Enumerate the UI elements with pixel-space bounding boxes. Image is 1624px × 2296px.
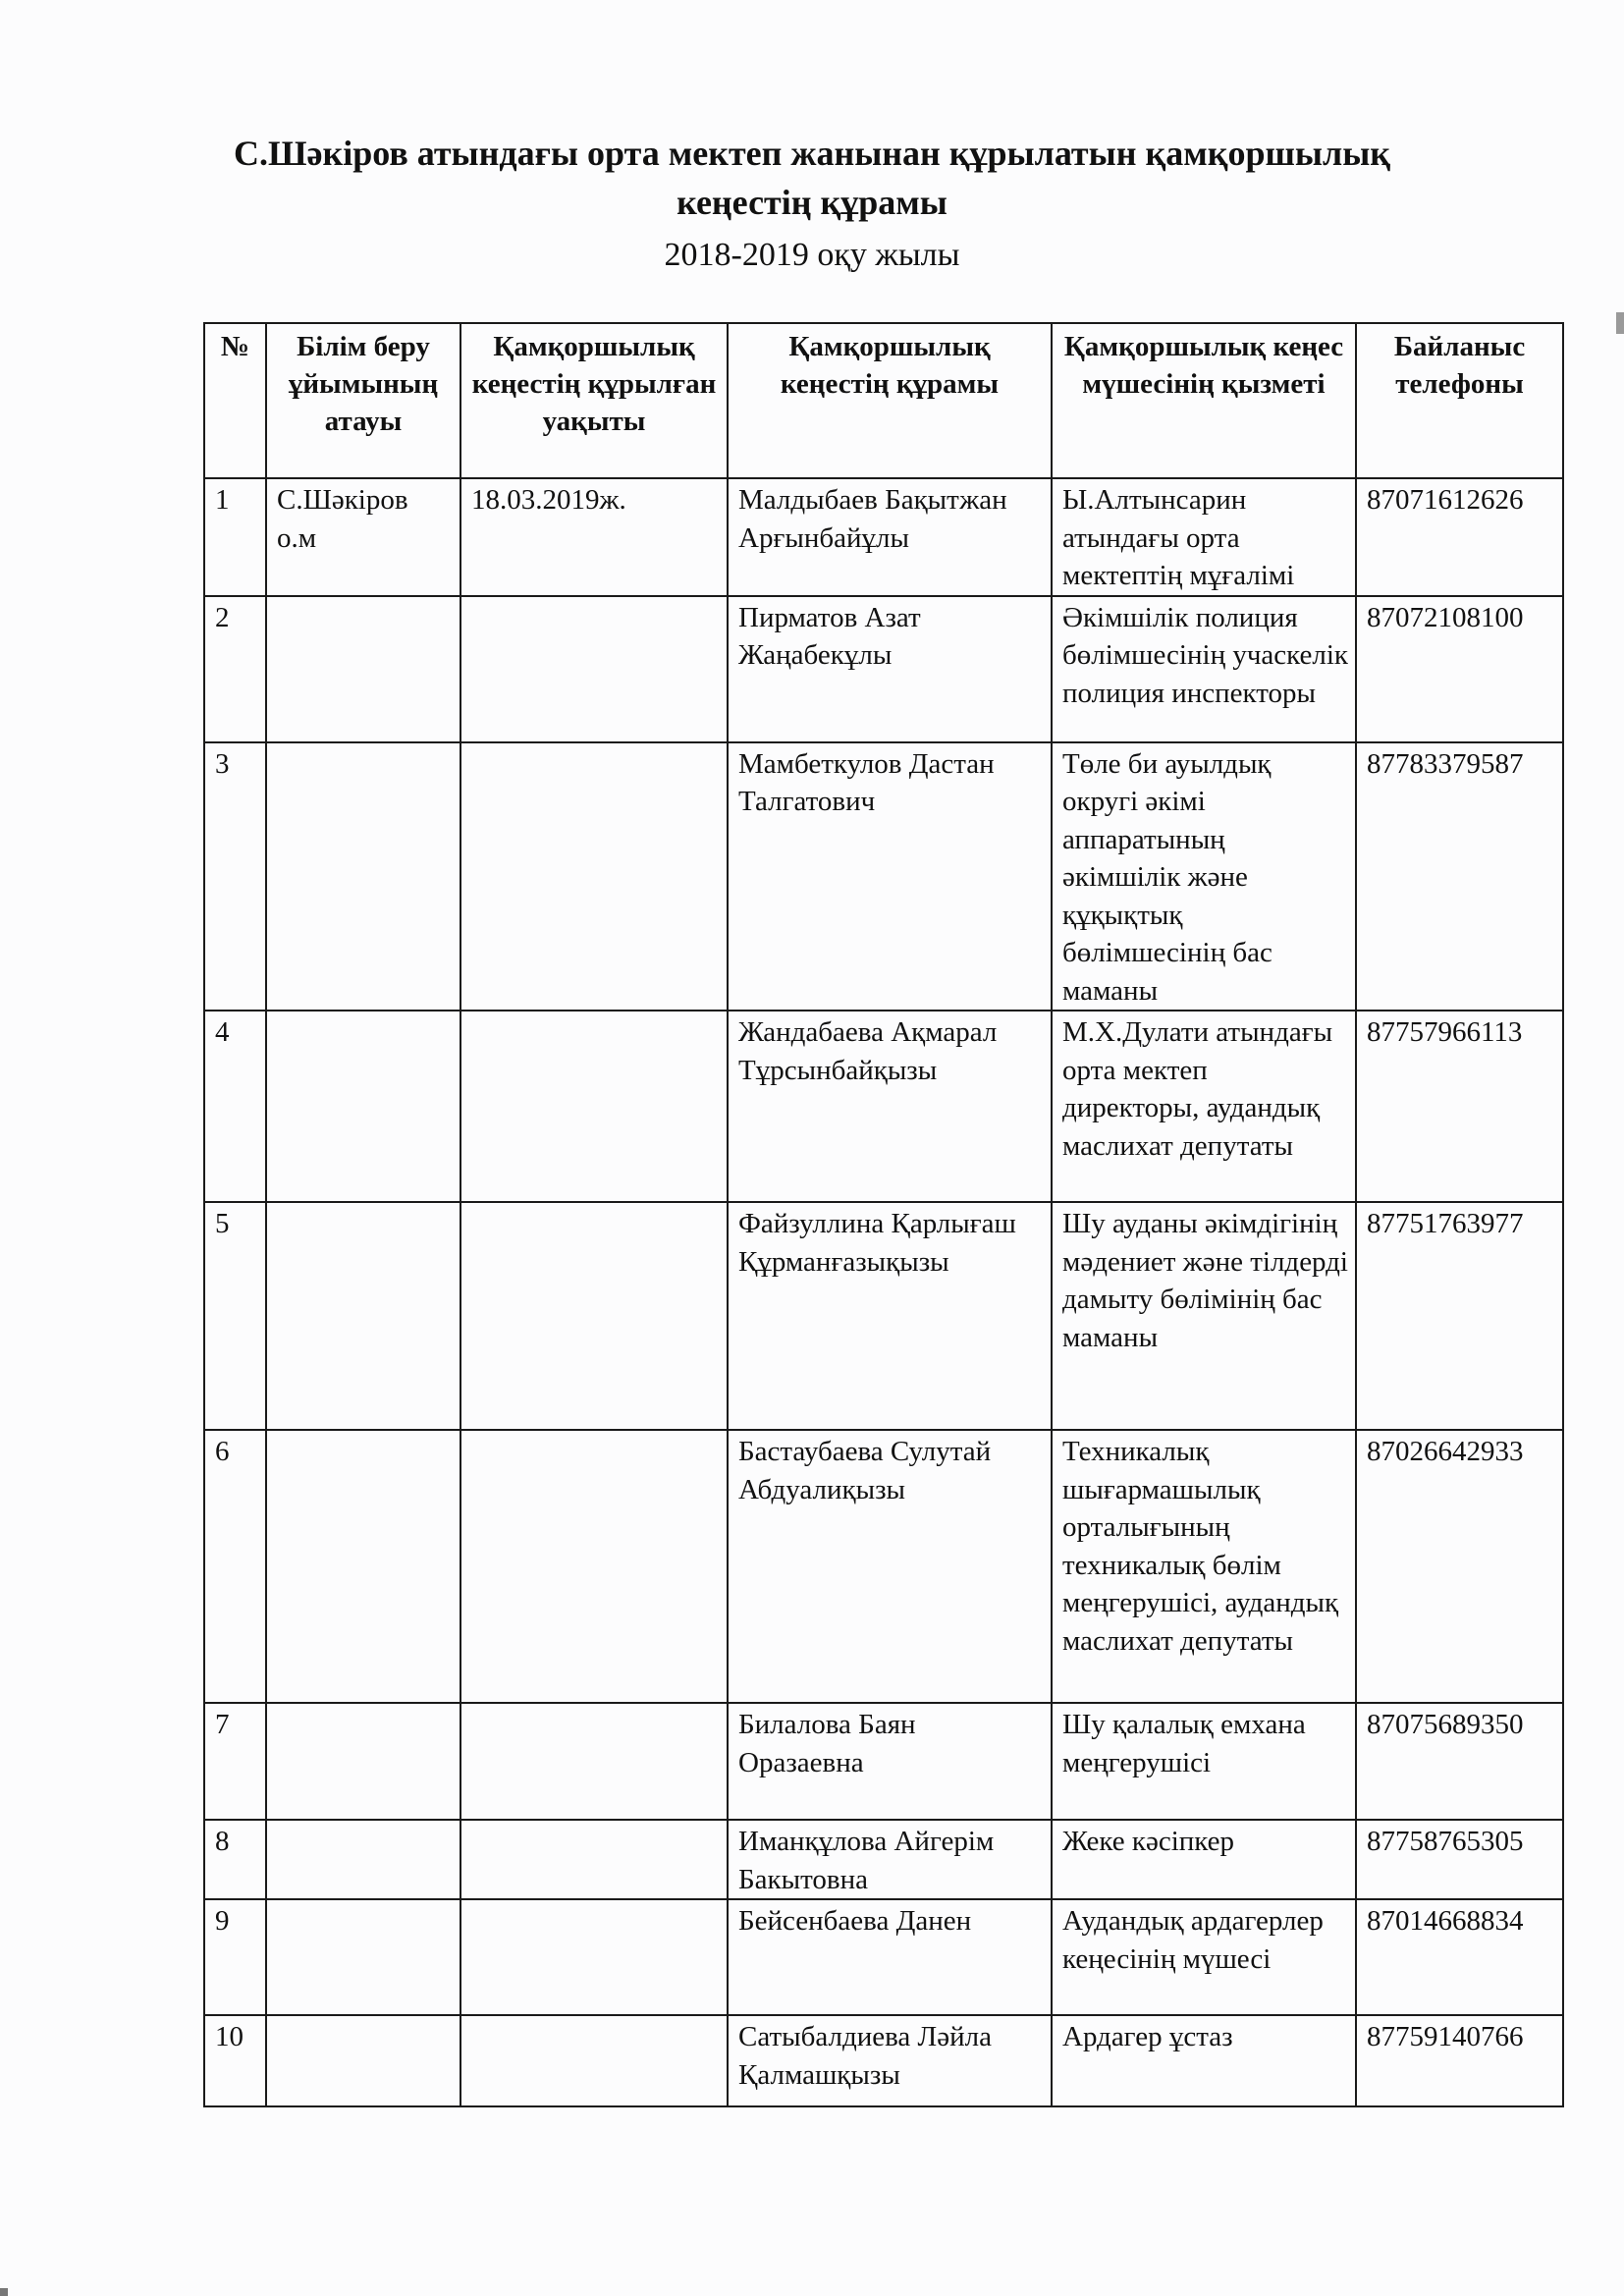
- header-number: №: [204, 323, 266, 478]
- row-founded-date: [460, 1899, 728, 2015]
- council-members-table: [203, 322, 1564, 2107]
- header-phone: Байланыс телефоны: [1356, 323, 1563, 478]
- row-number: 5: [204, 1202, 266, 1430]
- document-title-line1: С.Шәкіров атындағы орта мектеп жанынан құрылатын қамқоршылық: [233, 134, 1391, 173]
- row-member-position: Жеке кәсіпкер: [1052, 1820, 1356, 1899]
- row-member-name: Билалова Баян Оразаевна: [728, 1703, 1052, 1820]
- header-member-position: Қамқоршылық кеңес мүшесінің қызметі: [1052, 323, 1356, 478]
- row-member-name: Бейсенбаева Данен: [728, 1899, 1052, 2015]
- table-row: [204, 1703, 1563, 1820]
- row-organization: [266, 742, 460, 1011]
- table-header-row: [204, 323, 1563, 478]
- row-founded-date: [460, 2015, 728, 2106]
- row-organization: [266, 1430, 460, 1703]
- row-member-name: Пирматов Азат Жаңабекұлы: [728, 596, 1052, 742]
- document-subtitle: 2018-2019 оқу жылы: [664, 237, 960, 273]
- row-phone: 87075689350: [1356, 1703, 1563, 1820]
- table-row: [204, 1202, 1563, 1430]
- row-member-position: Аудандық ардагерлер кеңесінің мүшесі: [1052, 1899, 1356, 2015]
- row-member-name: Бастаубаева Сулутай Абдуалиқызы: [728, 1430, 1052, 1703]
- scan-edge-mark: [1616, 312, 1624, 334]
- row-organization: [266, 596, 460, 742]
- row-member-position: Техникалық шығармашылық орталығының техникалық бөлім меңгерушісі, аудандық маслихат депутаты: [1052, 1430, 1356, 1703]
- header-council-member: Қамқоршылық кеңестің құрамы: [728, 323, 1052, 478]
- row-member-position: Ы.Алтынсарин атындағы орта мектептің мұғалімі: [1052, 478, 1356, 596]
- row-phone: 87751763977: [1356, 1202, 1563, 1430]
- row-phone: 87026642933: [1356, 1430, 1563, 1703]
- row-organization: [266, 1011, 460, 1202]
- row-number: 10: [204, 2015, 266, 2106]
- table-row: [204, 1430, 1563, 1703]
- table-row: [204, 478, 1563, 596]
- row-founded-date: [460, 1430, 728, 1703]
- row-member-name: Малдыбаев Бақытжан Арғынбайұлы: [728, 478, 1052, 596]
- row-member-name: Сатыбалдиева Ләйла Қалмашқызы: [728, 2015, 1052, 2106]
- row-member-position: Әкімшілік полиция бөлімшесінің учаскелік полиция инспекторы: [1052, 596, 1356, 742]
- table-row: [204, 742, 1563, 1011]
- row-founded-date: 18.03.2019ж.: [460, 478, 728, 596]
- table-row: [204, 596, 1563, 742]
- scan-corner-mark: [0, 2288, 8, 2296]
- row-number: 7: [204, 1703, 266, 1820]
- row-founded-date: [460, 1011, 728, 1202]
- row-member-name: Иманқұлова Айгерім Бакытовна: [728, 1820, 1052, 1899]
- row-organization: [266, 1899, 460, 2015]
- header-founded-date: Қамқоршылық кеңестің құрылған уақыты: [460, 323, 728, 478]
- row-founded-date: [460, 596, 728, 742]
- row-member-position: М.Х.Дулати атындағы орта мектеп директоры, аудандық маслихат депутаты: [1052, 1011, 1356, 1202]
- row-phone: 87072108100: [1356, 596, 1563, 742]
- row-organization: [266, 1202, 460, 1430]
- row-number: 1: [204, 478, 266, 596]
- header-organization: Білім беру ұйымының атауы: [266, 323, 460, 478]
- row-founded-date: [460, 1202, 728, 1430]
- row-founded-date: [460, 1820, 728, 1899]
- row-member-position: Ардагер ұстаз: [1052, 2015, 1356, 2106]
- row-phone: 87758765305: [1356, 1820, 1563, 1899]
- row-number: 6: [204, 1430, 266, 1703]
- row-number: 4: [204, 1011, 266, 1202]
- table-row: [204, 1011, 1563, 1202]
- row-member-name: Файзуллина Қарлығаш Құрманғазықызы: [728, 1202, 1052, 1430]
- row-member-position: Шу қалалық емхана меңгерушісі: [1052, 1703, 1356, 1820]
- row-organization: С.Шәкіров о.м: [266, 478, 460, 596]
- row-phone: 87783379587: [1356, 742, 1563, 1011]
- row-phone: 87071612626: [1356, 478, 1563, 596]
- document-title-line2: кеңестің құрамы: [677, 183, 947, 222]
- row-number: 2: [204, 596, 266, 742]
- table-row: [204, 2015, 1563, 2106]
- row-number: 9: [204, 1899, 266, 2015]
- table-row: [204, 1820, 1563, 1899]
- row-member-name: Жандабаева Ақмарал Тұрсынбайқызы: [728, 1011, 1052, 1202]
- row-founded-date: [460, 742, 728, 1011]
- row-number: 3: [204, 742, 266, 1011]
- row-organization: [266, 1703, 460, 1820]
- table-row: [204, 1899, 1563, 2015]
- row-phone: 87014668834: [1356, 1899, 1563, 2015]
- row-organization: [266, 1820, 460, 1899]
- row-founded-date: [460, 1703, 728, 1820]
- row-phone: 87759140766: [1356, 2015, 1563, 2106]
- row-phone: 87757966113: [1356, 1011, 1563, 1202]
- row-organization: [266, 2015, 460, 2106]
- row-member-name: Мамбеткулов Дастан Талгатович: [728, 742, 1052, 1011]
- row-member-position: Төле би ауылдық округі әкімі аппаратының әкімшілік және құқықтық бөлімшесінің бас маманы: [1052, 742, 1356, 1011]
- row-member-position: Шу ауданы әкімдігінің мәдениет және тілдерді дамыту бөлімінің бас маманы: [1052, 1202, 1356, 1430]
- row-number: 8: [204, 1820, 266, 1899]
